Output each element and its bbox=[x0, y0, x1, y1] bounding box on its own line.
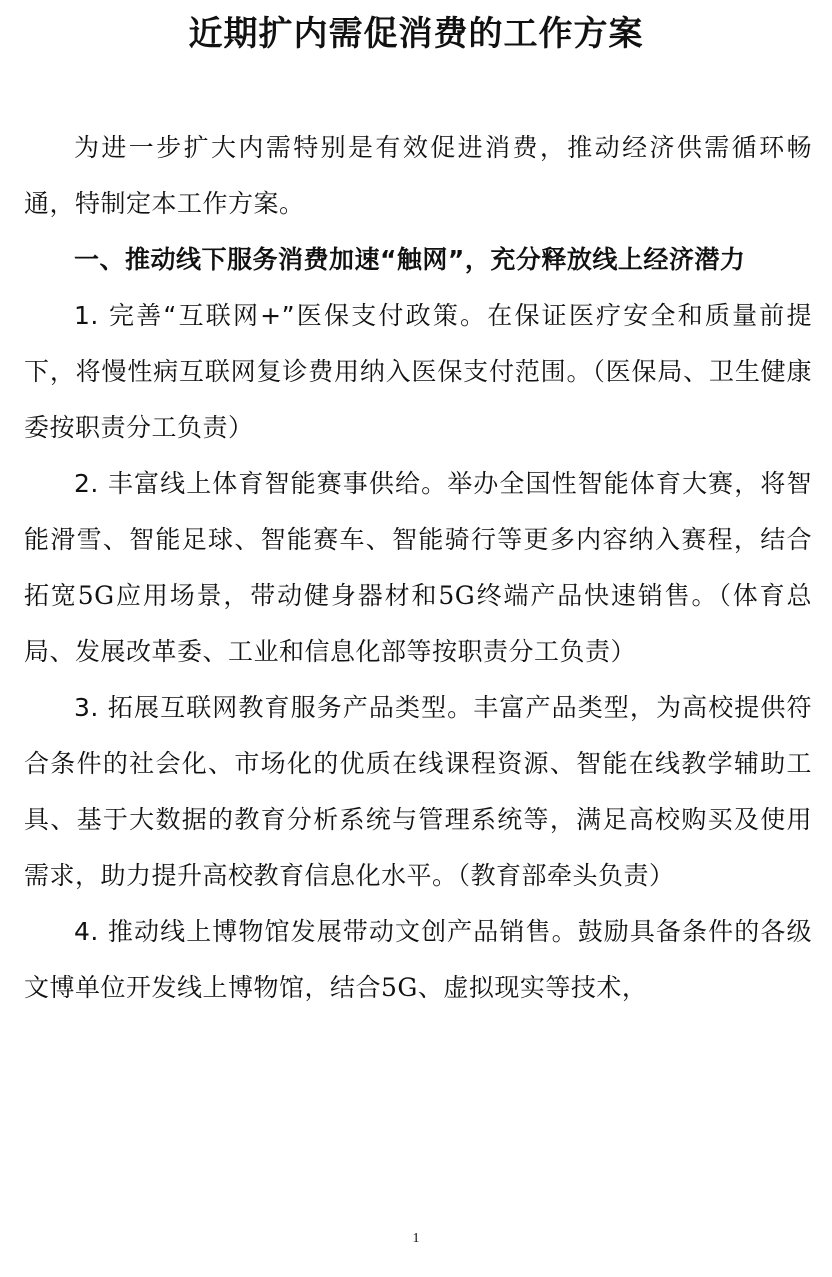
item-text-1: 在保证医疗安全和质量前提下，将慢性病互联网复诊费用纳入医保支付范围。（医保局、卫生健康委按职责分工负责） bbox=[24, 301, 812, 442]
section-heading-1: 一、推动线下服务消费加速“触网”，充分释放线上经济潜力 bbox=[74, 245, 746, 274]
item-text-3: 丰富产品类型，为高校提供符合条件的社会化、市场化的优质在线课程资源、智能在线教学辅助工具、基于大数据的教育分析系统与管理系统等，满足高校购买及使用需求，助力提升高校教育信息化水平。（教育部牵头负责） bbox=[24, 693, 812, 890]
item-paragraph-4 bbox=[24, 904, 812, 1016]
item-paragraph-3 bbox=[24, 680, 812, 904]
page-number: 1 bbox=[412, 1231, 420, 1246]
item-text-4: 鼓励具备条件的各级文博单位开发线上博物馆，结合5G、虚拟现实等技术， bbox=[24, 917, 812, 1002]
document-body bbox=[24, 120, 812, 1016]
item-title-2: 2. 丰富线上体育智能赛事供给。 bbox=[74, 469, 448, 498]
item-title-3: 3. 拓展互联网教育服务产品类型。 bbox=[74, 693, 474, 722]
document-title: 近期扩内需促消费的工作方案 bbox=[188, 14, 644, 54]
item-paragraph-2 bbox=[24, 456, 812, 680]
item-title-4: 4. 推动线上博物馆发展带动文创产品销售。 bbox=[74, 917, 578, 946]
intro-paragraph: 为进一步扩大内需特别是有效促进消费，推动经济供需循环畅通，特制定本工作方案。 bbox=[24, 133, 812, 218]
item-paragraph-1 bbox=[24, 288, 812, 456]
item-title-1: 1. 完善“互联网+”医保支付政策。 bbox=[74, 301, 488, 330]
item-text-2: 举办全国性智能体育大赛，将智能滑雪、智能足球、智能赛车、智能骑行等更多内容纳入赛程，结合拓宽5G应用场景，带动健身器材和5G终端产品快速销售。（体育总局、发展改革委、工业和信息化部等按职责分工负责） bbox=[24, 469, 812, 666]
